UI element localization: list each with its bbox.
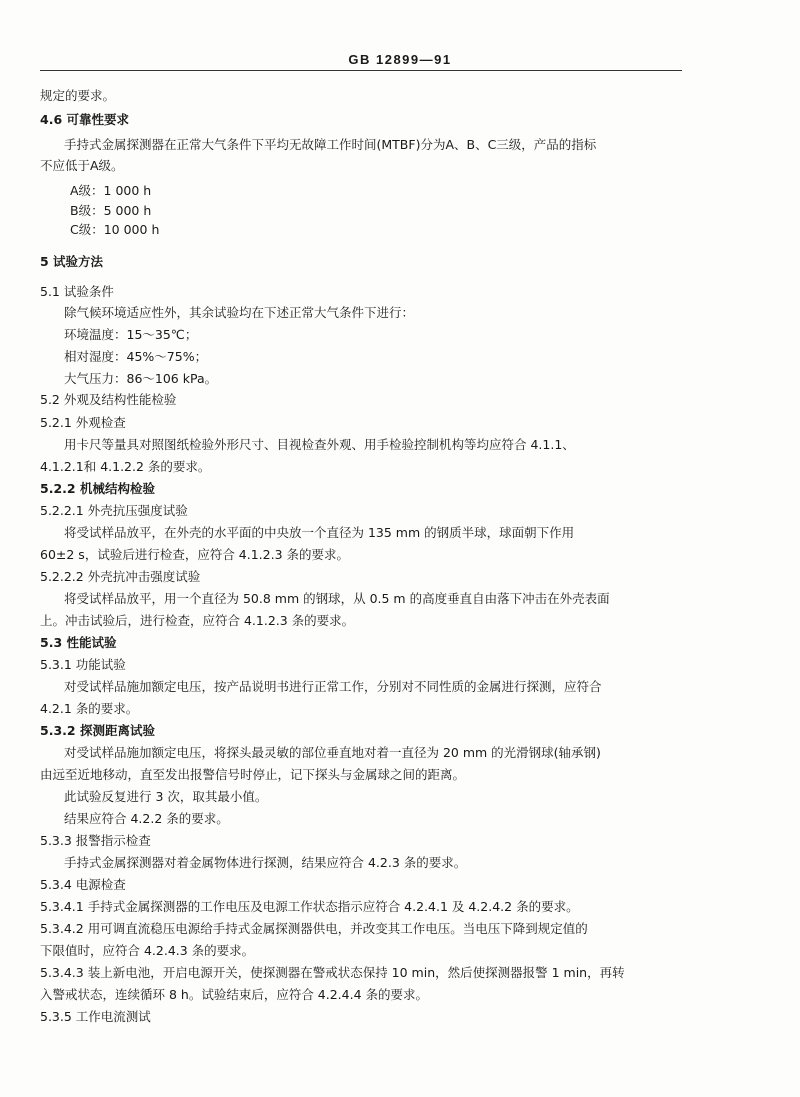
text-line: B级：5 000 h [70, 203, 152, 218]
text-line: 下限值时，应符合 4.2.4.3 条的要求。 [40, 943, 255, 958]
section-heading: 5.2.2.2 外壳抗冲击强度试验 [40, 569, 201, 584]
text-line: 上。冲击试验后，进行检查，应符合 4.1.2.3 条的要求。 [40, 613, 355, 628]
chapter-heading: 5 试验方法 [40, 254, 104, 269]
section-heading: 4.6 可靠性要求 [40, 112, 129, 127]
text-line: 手持式金属探测器在正常大气条件下平均无故障工作时间(MTBF)分为A、B、C三级，产品的指标 [64, 137, 597, 152]
text-line: 规定的要求。 [40, 88, 116, 103]
text-line: 对受试样品施加额定电压，将探头最灵敏的部位垂直地对着一直径为 20 mm 的光滑钢球(轴承钢) [64, 745, 601, 760]
text-line: 4.2.1 条的要求。 [40, 701, 139, 716]
text-line: 相对湿度：45%～75%； [64, 349, 208, 364]
text-line: 结果应符合 4.2.2 条的要求。 [64, 811, 229, 826]
header-rule [40, 70, 682, 71]
text-line: 5.3.4.2 用可调直流稳压电源给手持式金属探测器供电，并改变其工作电压。当电压下降到规定值的 [40, 921, 588, 936]
text-line: 5.3.4.1 手持式金属探测器的工作电压及电源工作状态指示应符合 4.2.4.1 及 4.2.4.2 条的要求。 [40, 899, 579, 914]
text-line: 将受试样品放平，在外壳的水平面的中央放一个直径为 135 mm 的钢质半球，球面朝下作用 [64, 525, 575, 540]
text-line: 环境温度：15～35℃； [64, 327, 198, 342]
page-header: GB 12899—91 [348, 52, 452, 67]
section-heading: 5.3.5 工作电流测试 [40, 1009, 151, 1024]
section-heading: 5.2.1 外观检查 [40, 415, 126, 430]
section-heading: 5.3.2 探测距离试验 [40, 723, 155, 738]
text-line: 由远至近地移动，直至发出报警信号时停止，记下探头与金属球之间的距离。 [40, 767, 466, 782]
section-heading: 5.1 试验条件 [40, 284, 114, 299]
section-heading: 5.3.4 电源检查 [40, 877, 126, 892]
text-line: 入警戒状态，连续循环 8 h。试验结束后，应符合 4.2.4.4 条的要求。 [40, 987, 429, 1002]
text-line: 用卡尺等量具对照图纸检验外形尺寸、目视检查外观、用手检验控制机构等均应符合 4.1.1、 [64, 437, 575, 452]
text-line: 60±2 s，试验后进行检查，应符合 4.1.2.3 条的要求。 [40, 547, 349, 562]
section-heading: 5.2.2.1 外壳抗压强度试验 [40, 503, 188, 518]
section-heading: 5.3 性能试验 [40, 635, 117, 650]
text-line: 不应低于A级。 [40, 158, 124, 173]
text-line: 对受试样品施加额定电压，按产品说明书进行正常工作，分别对不同性质的金属进行探测，应符合 [64, 679, 602, 694]
text-line: 手持式金属探测器对着金属物体进行探测，结果应符合 4.2.3 条的要求。 [64, 855, 467, 870]
text-line: 除气候环境适应性外，其余试验均在下述正常大气条件下进行： [64, 305, 415, 320]
text-line: 此试验反复进行 3 次，取其最小值。 [64, 789, 268, 804]
text-line: 5.3.4.3 装上新电池，开启电源开关，使探测器在警戒状态保持 10 min，然后使探测器报警 1 min，再转 [40, 965, 625, 980]
text-line: A级：1 000 h [70, 183, 152, 198]
section-heading: 5.2.2 机械结构检验 [40, 481, 155, 496]
text-line: 将受试样品放平，用一个直径为 50.8 mm 的钢球，从 0.5 m 的高度垂直自由落下冲击在外壳表面 [64, 591, 610, 606]
section-heading: 5.3.1 功能试验 [40, 657, 126, 672]
text-line: 4.1.2.1和 4.1.2.2 条的要求。 [40, 459, 211, 474]
section-heading: 5.2 外观及结构性能检验 [40, 392, 177, 407]
text-line: 大气压力：86～106 kPa。 [64, 371, 218, 386]
text-line: C级：10 000 h [70, 222, 160, 237]
section-heading: 5.3.3 报警指示检查 [40, 833, 151, 848]
